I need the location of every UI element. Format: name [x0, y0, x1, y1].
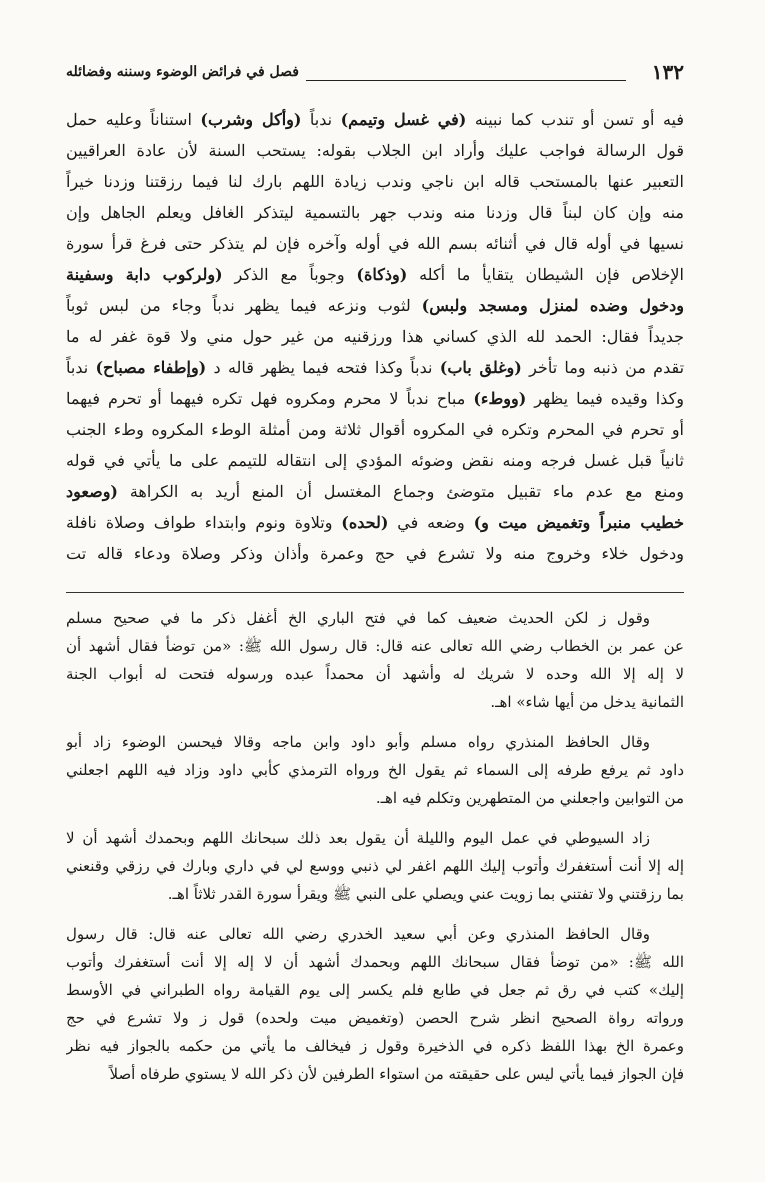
footnote-line: وقال الحافظ المنذري وعن أبي سعيد الخدري رضي الله تعالى عنه قال: قال رسول	[66, 925, 650, 943]
commentary-segment: ندباً	[301, 110, 341, 129]
commentary-segment: قول الرسالة فواجب عليك وأراد ابن الجلاب بقوله: يستحب السنة لأن عادة العراقيين	[66, 141, 684, 160]
commentary-segment: لثوب ونزعه فيما يظهر ندباً وجاء من لبس ثوباً	[66, 296, 422, 315]
commentary-segment: وتلاوة ونوم وابتداء طواف وصلاة نافلة	[66, 513, 342, 532]
commentary-segment: التعبير عنها بالمستحب قاله ابن ناجي وندب زيادة اللهم بارك لنا فيما رزقتنا وزدنا خيراً	[66, 172, 684, 191]
main-text-line	[66, 507, 684, 538]
bold-matn-segment: (وصعود	[66, 482, 118, 501]
commentary-segment: ندباً وكذا فتحه فيما يظهر قاله د	[206, 358, 440, 377]
footnote-paragraph	[66, 728, 684, 812]
bold-matn-segment: (ولركوب دابة وسفينة	[66, 265, 223, 284]
bold-matn-segment: (وغلق باب)	[439, 358, 522, 377]
footnote-paragraph	[66, 824, 684, 908]
commentary-segment: أو تحرم في المحرم وتكره في المكروه أقوال ثلاثة ومن أمثلة الوطء المكروه وطء الجنب	[66, 420, 684, 439]
footnote-paragraph	[66, 604, 684, 716]
commentary-segment: ثانياً قبل غسل فرجه ومنه نقض وضوئه المؤدي إلى انتقاله للتيمم على ما يأتي في قوله	[66, 451, 684, 470]
footnote-line: فإن الجواز فيما يأتي ليس على حقيقته من استواء الطرفين لأن ذكر الله لا يستوي طرفاه أصلاً	[109, 1065, 684, 1083]
footnote-line: ورواته رواة الصحيح انظر شرح الحصن (وتغميض ميت ولحده) قول ز ولا تشرع في حج	[66, 1009, 684, 1027]
main-text-line	[66, 228, 684, 259]
bold-matn-segment: ودخول وضده لمنزل ومسجد ولبس)	[421, 296, 684, 315]
footnote-separator	[66, 592, 684, 593]
footnote-line: إليك» كتب في رق ثم جعل في طابع فلم يكسر إلى يوم القيامة رواه الطبراني في الأوسط	[66, 981, 684, 999]
main-text-line	[66, 414, 684, 445]
page-number: ١٣٢	[651, 60, 684, 84]
commentary-segment: وضعه في	[388, 513, 474, 532]
footnote-line: بما رزقتني ولا تفتني بما زويت عني ويصلي على النبي ﷺ ويقرأ سورة القدر ثلاثاً اهـ.	[167, 885, 684, 903]
footnote-line: لا إله إلا الله وحده لا شريك له وأشهد أن محمداً عبده ورسوله فتحت له أبواب الجنة	[66, 665, 684, 683]
commentary-segment: وكذا وقيده فيما يظهر	[526, 389, 684, 408]
footnote-line: وعمرة الخ بهذا اللفظ ذكره في الذخيرة وقول ز فيخالف ما يأتي من حكمه بالجواز فيه نظر	[66, 1037, 684, 1055]
main-text-line	[66, 476, 684, 507]
footnote-line: وقول ز لكن الحديث ضعيف كما في فتح الباري الخ أغفل ذكر ما في صحيح مسلم	[66, 609, 650, 627]
footnote-line: زاد السيوطي في عمل اليوم والليلة أن يقول بعد ذلك سبحانك اللهم وبحمدك أشهد أن لا	[66, 829, 650, 847]
footnote-line: من التوابين واجعلني من المتطهرين وتكلم فيه اهـ.	[375, 789, 684, 807]
bold-matn-segment: (وذكاة)	[356, 265, 408, 284]
commentary-segment: منه وإن كان لبناً قال وزدنا منه وندب جهر بالتسمية ليتذكر الغافل ويعلم الجاهل وإن	[66, 203, 684, 222]
running-title: فصل في فرائض الوضوء وسننه وفضائله	[66, 64, 299, 80]
main-text-line	[66, 538, 684, 569]
commentary-segment: ومنع مع عدم ماء تقبيل متوضئ وجماع المغتسل أن المنع أريد به الكراهة	[118, 482, 684, 501]
bold-matn-segment: (وإطفاء مصباح)	[95, 358, 207, 377]
bold-matn-segment: (في غسل وتيمم)	[340, 110, 467, 129]
bold-matn-segment: (لحده)	[341, 513, 389, 532]
commentary-segment: جديداً فقال: الحمد لله الذي كساني هذا ورزقنيه من غير حول مني ولا قوة غفر له ما	[66, 327, 684, 346]
commentary-segment: استناناً وعليه حمل	[66, 110, 201, 129]
commentary-segment: ودخول خلاء وخروج منه ولا تشرع في حج وعمرة وأذان وذكر وصلاة ودعاء قاله تت	[66, 544, 684, 563]
main-text	[66, 104, 684, 569]
main-text-line	[66, 166, 684, 197]
main-text-line	[66, 321, 684, 352]
footnote-line: إله إلا أنت أستغفرك وأتوب إليك اللهم اغفر لي ذنبي ووسع لي في داري وبارك في رزقي وقنعني	[66, 857, 684, 875]
bold-matn-segment: (ووطء)	[473, 389, 527, 408]
bold-matn-segment: خطيب منبراً وتغميض ميت و)	[473, 513, 684, 532]
footnote-line: الله ﷺ: «من توضأ فقال سبحانك اللهم وبحمدك أشهد أن لا إله إلا أنت أستغفرك وأتوب	[66, 953, 684, 971]
footnote-line: وقال الحافظ المنذري رواه مسلم وأبو داود وابن ماجه وقالا فيحسن الوضوء زاد أبو	[66, 733, 650, 751]
commentary-segment: الإخلاص فإن الشيطان يتقايأ ما أكله	[407, 265, 684, 284]
footnote-line: الثمانية يدخل من أيها شاء» اهـ.	[490, 693, 684, 711]
main-text-line	[66, 445, 684, 476]
commentary-segment: نسيها في أوله قال في أثنائه بسم الله في أوله وآخره فإن لم يتذكر حتى فرغ قرأ سورة	[66, 234, 684, 253]
main-text-line	[66, 135, 684, 166]
main-text-line	[66, 197, 684, 228]
main-text-line	[66, 259, 684, 290]
commentary-segment: مباح ندباً لا محرم ومكروه فهل تكره فيهما أو تحرم فيهما	[66, 389, 474, 408]
footnote-line: داود ثم يرفع طرفه إلى السماء ثم يقول الخ ورواه الترمذي كأبي داود وزاد فيه اللهم اجعلني	[66, 761, 684, 779]
main-text-line	[66, 383, 684, 414]
footnote-line: عن عمر بن الخطاب رضي الله تعالى عنه قال: قال رسول الله ﷺ: «من توضأ فقال أشهد أن	[66, 637, 684, 655]
main-text-line	[66, 290, 684, 321]
commentary-segment: فيه أو تسن أو تندب كما نبينه	[466, 110, 684, 129]
bold-matn-segment: (وأكل وشرب)	[200, 110, 302, 129]
footnote-paragraph	[66, 920, 684, 1088]
main-text-line	[66, 104, 684, 135]
header-rule	[306, 80, 626, 81]
commentary-segment: تقدم من ذنبه وما تأخر	[521, 358, 684, 377]
main-text-line	[66, 352, 684, 383]
commentary-segment: وجوباً مع الذكر	[222, 265, 357, 284]
page-header	[66, 62, 684, 88]
commentary-segment: ندباً	[66, 358, 96, 377]
footnotes	[66, 604, 684, 1100]
